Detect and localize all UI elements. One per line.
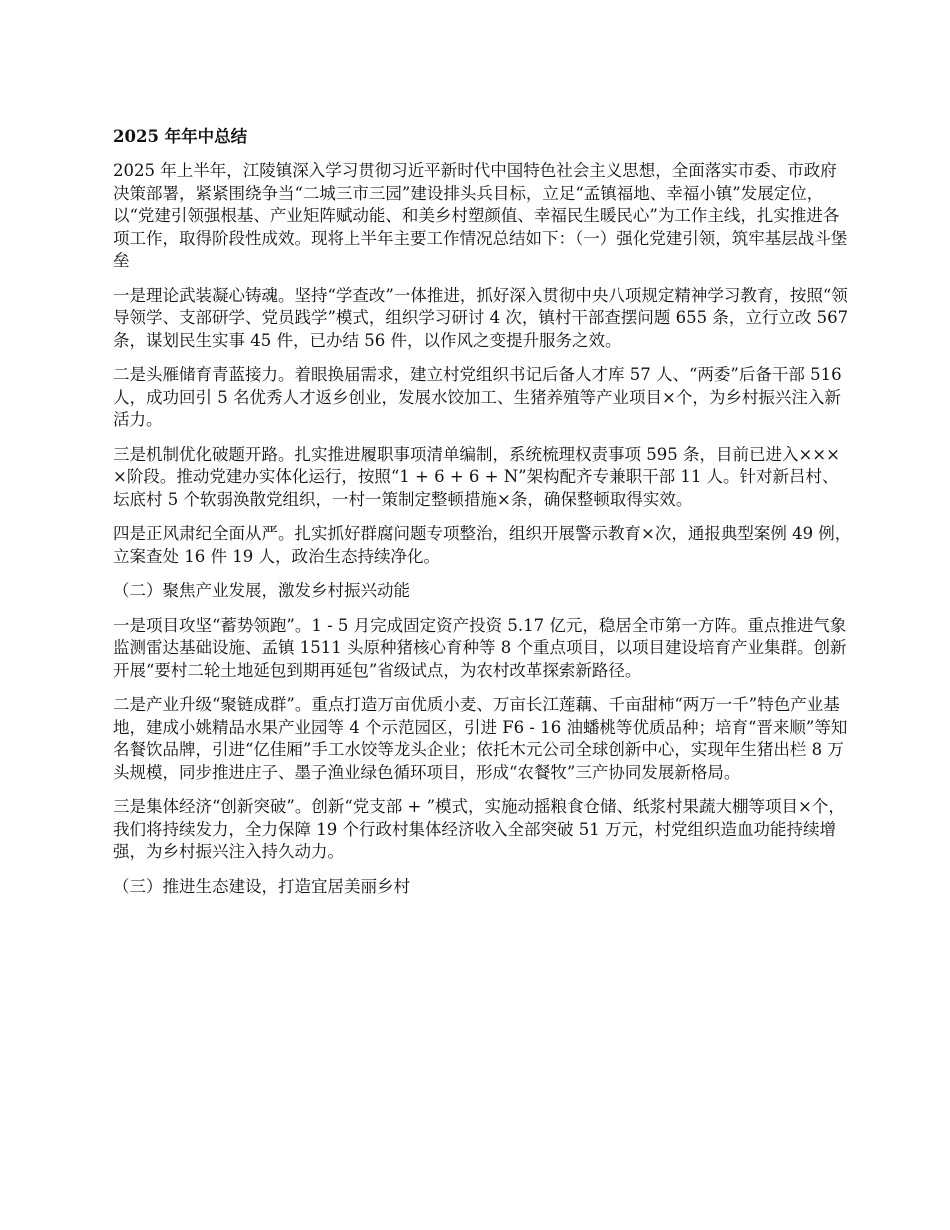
paragraph-cadres: 二是头雁储育青蓝接力。着眼换届需求，建立村党组织书记后备人才库 57 人、“两委”后备干部 516 人，成功回引 5 名优秀人才返乡创业，发展水饺加工、生猪养殖等产业项目×个，为乡村振兴注入新活力。 — [113, 365, 847, 429]
paragraph-mechanism: 三是机制优化破题开路。扎实推进履职事项清单编制，系统梳理权责事项 595 条，目前已进入××××阶段。推动党建办实体化运行，按照“1 + 6 + 6 + N”架构配齐专兼职干部 11 人。针对新吕村、坛底村 5 个软弱涣散党组织，一村一策制定整顿措施×条，确保整顿取得实效。 — [113, 444, 840, 509]
document-title: 2025 年年中总结 — [113, 127, 248, 146]
paragraph-industry-upgrade: 二是产业升级“聚链成群”。重点打造万亩优质小麦、万亩长江莲藕、千亩甜柿“两万一千”特色产业基地，建成小姚精品水果产业园等 4 个示范园区，引进 F6 - 16 油蟠桃等优质品种；培育“晋来顺”等知名餐饮品牌，引进“亿佳厢”手工水饺等龙头企业；依托木元公司全球创新中心，实现年生猪出栏 8 万头规模，同步推进庄子、墨子渔业绿色循环项目，形成“农餐牧”三产协同发展新格局。 — [113, 695, 848, 782]
paragraph-collective-economy: 三是集体经济“创新突破”。创新“党支部 + ”模式，实施动摇粮食仓储、纸浆村果蔬大棚等项目×个，我们将持续发力，全力保障 19 个行政村集体经济收入全部突破 51 万元，村党组织造血功能持续增强，为乡村振兴注入持久动力。 — [113, 797, 845, 861]
paragraph-projects: 一是项目攻坚“蓄势领跑”。1 - 5 月完成固定资产投资 5.17 亿元，稳居全市第一方阵。重点推进气象监测雷达基础设施、孟镇 1511 头原种猪核心育种等 8 个重点项目，以项目建设培育产业集群。创新开展“要村二轮土地延包到期再延包”省级试点，为农村改革探索新路径。 — [113, 615, 847, 680]
document-page — [113, 126, 853, 910]
paragraph-intro: 2025 年上半年，江陵镇深入学习贯彻习近平新时代中国特色社会主义思想，全面落实市委、市政府决策部署，紧紧围绕争当“二城三市三园”建设排头兵目标，立足“孟镇福地、幸福小镇”发展定位，以“党建引领强根基、产业矩阵赋动能、和美乡村塑颜值、幸福民生暖民心”为工作主线，扎实推进各项工作，取得阶段性成效。现将上半年主要工作情况总结如下：（一）强化党建引领，筑牢基层战斗堡垒 — [113, 161, 848, 270]
paragraph-discipline: 四是正风肃纪全面从严。扎实抓好群腐问题专项整治，组织开展警示教育×次，通报典型案例 49 例，立案查处 16 件 19 人，政治生态持续净化。 — [113, 524, 852, 566]
section-heading-ecology: （三）推进生态建设，打造宜居美丽乡村 — [113, 876, 410, 896]
section-heading-industry: （二）聚焦产业发展，激发乡村振兴动能 — [113, 581, 410, 600]
paragraph-theory: 一是理论武装凝心铸魂。坚持“学查改”一体推进，抓好深入贯彻中央八项规定精神学习教育，按照“领导领学、支部研学、党员践学”模式，组织学习研讨 4 次，镇村干部查摆问题 655 条，立行立改 567 条，谋划民生实事 45 件，已办结 56 件，以作风之变提升服务之效。 — [113, 285, 854, 350]
